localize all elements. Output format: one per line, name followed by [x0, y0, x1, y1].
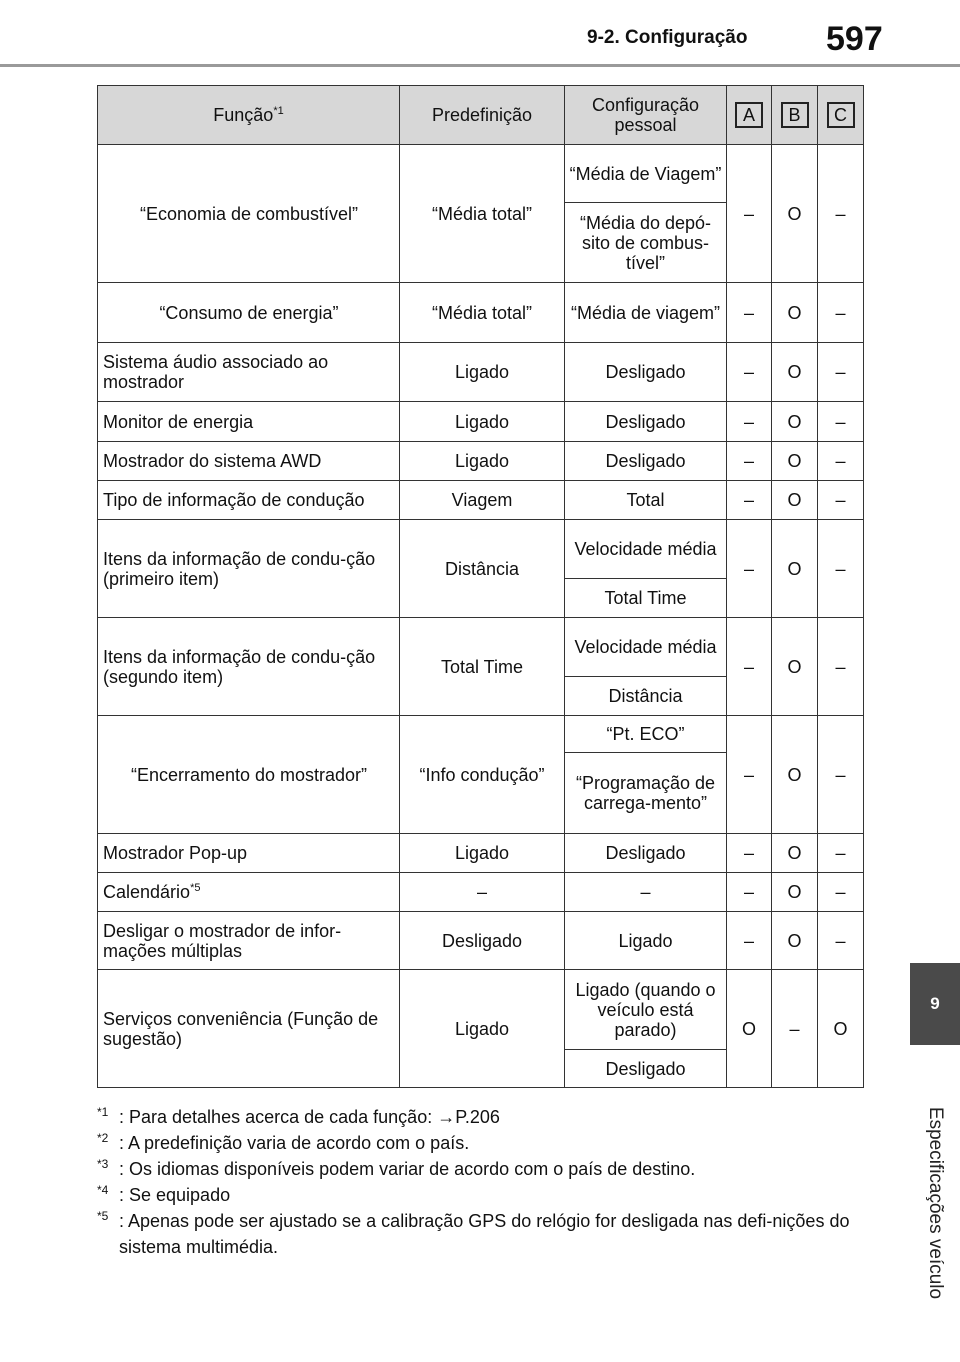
column-a-cell: – [727, 402, 772, 442]
section-title: 9-2. Configuração [587, 27, 748, 48]
table-row [98, 834, 864, 873]
column-b-cell: O [772, 834, 818, 873]
column-c-cell: – [818, 283, 864, 343]
default-cell: – [400, 873, 565, 912]
default-cell: Ligado [400, 834, 565, 873]
footnote-ref: *1 [273, 105, 284, 117]
column-a-cell: – [727, 283, 772, 343]
function-cell: Mostrador do sistema AWD [98, 442, 400, 481]
table-row [98, 145, 864, 203]
footnote: $^{*3}$ : Os idiomas disponíveis podem variar de acordo com o país de destino. [97, 1157, 696, 1179]
table-header-row [98, 86, 864, 145]
function-cell: Tipo de informação de condução [98, 481, 400, 520]
function-cell: “Economia de combustível” [98, 145, 400, 283]
table-row [98, 912, 864, 970]
setting-cell: “Programação de carrega-mento” [565, 753, 727, 834]
setting-cell: “Pt. ECO” [565, 716, 727, 753]
function-cell: Monitor de energia [98, 402, 400, 442]
setting-cell: Ligado [565, 912, 727, 970]
default-cell: “Info condução” [400, 716, 565, 834]
table-row [98, 481, 864, 520]
column-a-cell: – [727, 873, 772, 912]
column-b-cell: O [772, 283, 818, 343]
default-cell: Ligado [400, 402, 565, 442]
page-number: 597 [826, 20, 883, 58]
setting-cell: Total Time [565, 579, 727, 618]
function-cell: Serviços conveniência (Função de sugestão) [98, 970, 400, 1088]
column-b-cell: O [772, 402, 818, 442]
footnote-ref: *5 [190, 882, 201, 894]
header-function: Função$^{*1}$ [98, 86, 400, 145]
table-row [98, 873, 864, 912]
column-c-cell: – [818, 834, 864, 873]
setting-cell: “Média de viagem” [565, 283, 727, 343]
footnotes [97, 1104, 877, 1260]
column-b-cell: O [772, 145, 818, 283]
function-cell: “Encerramento do mostrador” [98, 716, 400, 834]
setting-cell: “Média de Viagem” [565, 145, 727, 203]
default-cell: Ligado [400, 442, 565, 481]
function-cell: “Consumo de energia” [98, 283, 400, 343]
table-row [98, 442, 864, 481]
default-cell: “Média total” [400, 283, 565, 343]
default-cell: Total Time [400, 618, 565, 716]
setting-cell: Velocidade média [565, 520, 727, 579]
chapter-tab [910, 963, 960, 1045]
header-divider [0, 64, 960, 67]
column-b-cell: O [772, 442, 818, 481]
setting-cell: Velocidade média [565, 618, 727, 677]
default-cell: Distância [400, 520, 565, 618]
footnote: $^{*2}$ : A predefinição varia de acordo com o país. [97, 1131, 470, 1153]
column-c-cell: – [818, 145, 864, 283]
column-c-cell: – [818, 343, 864, 402]
column-a-cell: – [727, 442, 772, 481]
setting-cell: Desligado [565, 343, 727, 402]
table-row [98, 402, 864, 442]
column-b-cell: O [772, 481, 818, 520]
column-b-cell: O [772, 618, 818, 716]
function-cell: Mostrador Pop-up [98, 834, 400, 873]
column-a-cell: – [727, 520, 772, 618]
table-row [98, 716, 864, 753]
table-row [98, 618, 864, 677]
footnote: $^{*5}$ : Apenas pode ser ajustado se a calibração GPS do relógio for desligada nas defi-nições do sistema multimédia. [97, 1209, 850, 1257]
column-b-cell: O [772, 873, 818, 912]
header-b: B [772, 86, 818, 145]
column-c-cell: – [818, 520, 864, 618]
default-cell: Viagem [400, 481, 565, 520]
setting-cell: Desligado [565, 834, 727, 873]
header-default: Predefinição [400, 86, 565, 145]
chapter-number: 9 [930, 994, 940, 1013]
table-row [98, 283, 864, 343]
header-c: C [818, 86, 864, 145]
column-c-cell: – [818, 912, 864, 970]
setting-cell: – [565, 873, 727, 912]
column-c-cell: – [818, 716, 864, 834]
default-cell: “Média total” [400, 145, 565, 283]
default-cell: Desligado [400, 912, 565, 970]
column-a-cell: – [727, 912, 772, 970]
setting-cell: Desligado [565, 1050, 727, 1088]
column-c-cell: – [818, 873, 864, 912]
column-a-cell: – [727, 716, 772, 834]
column-c-cell: O [818, 970, 864, 1088]
default-cell: Ligado [400, 343, 565, 402]
default-cell: Ligado [400, 970, 565, 1088]
column-c-cell: – [818, 618, 864, 716]
chapter-title-vertical [910, 1053, 960, 1353]
column-a-cell: O [727, 970, 772, 1088]
column-a-cell: – [727, 343, 772, 402]
header-personal-setting: Configuração pessoal [565, 86, 727, 145]
page-header [0, 0, 960, 66]
column-c-cell: – [818, 442, 864, 481]
column-c-cell: – [818, 481, 864, 520]
function-cell: Calendário$^{*5}$ [98, 873, 400, 912]
column-a-cell: – [727, 145, 772, 283]
footnote: $^{*4}$ : Se equipado [97, 1183, 231, 1205]
function-cell: Itens da informação de condu-ção (primeiro item) [98, 520, 400, 618]
header-a: A [727, 86, 772, 145]
table-row [98, 520, 864, 579]
footnote: $^{*1}$ : Para detalhes acerca de cada função: →P.206 [97, 1105, 500, 1127]
column-b-cell: O [772, 343, 818, 402]
setting-cell: Distância [565, 677, 727, 716]
column-c-cell: – [818, 402, 864, 442]
column-a-cell: – [727, 481, 772, 520]
settings-table [97, 85, 864, 1088]
function-cell: Desligar o mostrador de infor-mações múltiplas [98, 912, 400, 970]
table-row [98, 970, 864, 1050]
chapter-title: Especificações veículo [925, 1106, 946, 1300]
column-b-cell: O [772, 520, 818, 618]
function-cell: Itens da informação de condu-ção (segundo item) [98, 618, 400, 716]
setting-cell: Total [565, 481, 727, 520]
column-a-cell: – [727, 618, 772, 716]
setting-cell: Ligado (quando o veículo está parado) [565, 970, 727, 1050]
setting-cell: Desligado [565, 442, 727, 481]
setting-cell: Desligado [565, 402, 727, 442]
column-a-cell: – [727, 834, 772, 873]
column-b-cell: O [772, 716, 818, 834]
function-cell: Sistema áudio associado ao mostrador [98, 343, 400, 402]
column-b-cell: O [772, 912, 818, 970]
setting-cell: “Média do depó-sito de combus-tível” [565, 203, 727, 283]
column-b-cell: – [772, 970, 818, 1088]
table-row [98, 343, 864, 402]
